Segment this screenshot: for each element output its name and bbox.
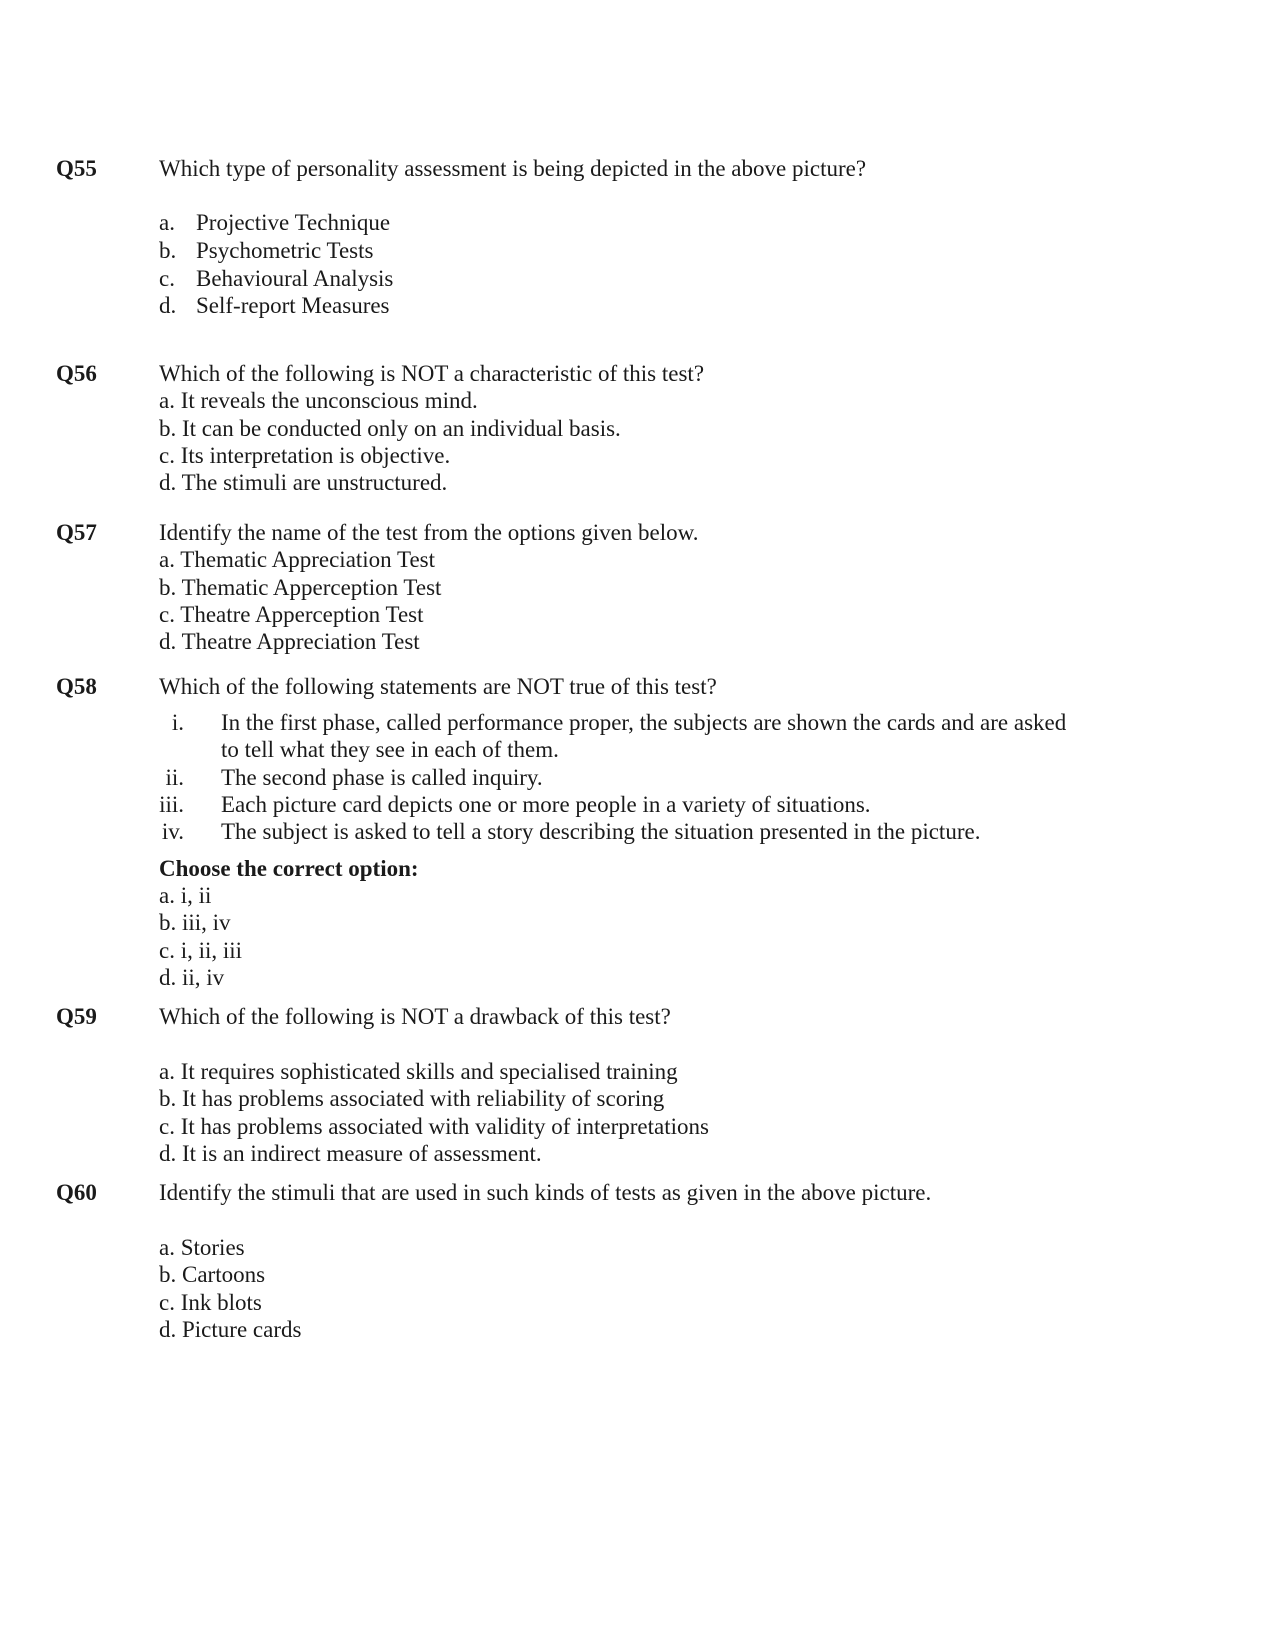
question-number: Q59 — [56, 1004, 97, 1029]
option-label: b. — [159, 238, 177, 263]
option-a — [159, 210, 390, 236]
statement-number: ii. — [165, 765, 184, 790]
option-a: a. Thematic Appreciation Test — [159, 547, 436, 572]
question-text: Which type of personality assessment is being depicted in the above picture? — [159, 156, 867, 181]
statement-text: In the first phase, called performance proper, the subjects are shown the cards and are asked — [221, 710, 1067, 735]
option-a: a. It requires sophisticated skills and specialised training — [159, 1059, 678, 1084]
option-a: a. It reveals the unconscious mind. — [159, 388, 478, 413]
question-text: Which of the following is NOT a drawback of this test? — [159, 1004, 671, 1029]
option-d: d. It is an indirect measure of assessment. — [159, 1141, 542, 1166]
choose-option-label: Choose the correct option: — [159, 856, 419, 881]
statement-number: i. — [171, 710, 184, 735]
option-b: b. iii, iv — [159, 910, 231, 935]
question-text: Which of the following is NOT a characteristic of this test? — [159, 361, 705, 386]
question-number: Q58 — [56, 674, 97, 699]
statement-text: Each picture card depicts one or more people in a variety of situations. — [221, 792, 871, 817]
statement-text: The subject is asked to tell a story describing the situation presented in the picture. — [221, 819, 981, 844]
question-text: Which of the following statements are NOT true of this test? — [159, 674, 717, 699]
question-number: Q60 — [56, 1180, 97, 1205]
statement-number: iv. — [161, 819, 184, 844]
statement-text: to tell what they see in each of them. — [221, 737, 559, 762]
question-text: Identify the name of the test from the options given below. — [159, 520, 699, 545]
option-c: c. It has problems associated with validity of interpretations — [159, 1114, 709, 1139]
option-label: a. — [159, 210, 175, 235]
question-text: Identify the stimuli that are used in such kinds of tests as given in the above picture. — [159, 1180, 932, 1205]
option-d: d. ii, iv — [159, 965, 225, 990]
option-c: c. Theatre Apperception Test — [159, 602, 424, 627]
option-c: c. Ink blots — [159, 1290, 262, 1315]
question-number: Q55 — [56, 156, 97, 181]
option-text: Self-report Measures — [196, 293, 390, 318]
option-b: b. Thematic Apperception Test — [159, 575, 442, 600]
option-label: d. — [159, 293, 177, 318]
option-d: d. Picture cards — [159, 1317, 302, 1342]
statement-text: The second phase is called inquiry. — [221, 765, 543, 790]
option-text: Psychometric Tests — [196, 238, 374, 263]
option-b — [159, 238, 373, 264]
option-b: b. It has problems associated with reliability of scoring — [159, 1086, 665, 1111]
option-text: Projective Technique — [196, 210, 391, 235]
option-c: c. Its interpretation is objective. — [159, 443, 451, 468]
option-b: b. It can be conducted only on an individual basis. — [159, 416, 621, 441]
question-number: Q57 — [56, 520, 97, 545]
option-a: a. Stories — [159, 1235, 245, 1260]
option-c — [159, 266, 393, 292]
option-a: a. i, ii — [159, 883, 212, 908]
option-d — [159, 293, 390, 319]
option-b: b. Cartoons — [159, 1262, 266, 1287]
question-number: Q56 — [56, 361, 97, 386]
option-c: c. i, ii, iii — [159, 938, 243, 963]
option-text: Behavioural Analysis — [196, 266, 394, 291]
option-d: d. The stimuli are unstructured. — [159, 470, 448, 495]
option-label: c. — [159, 266, 175, 291]
option-d: d. Theatre Appreciation Test — [159, 629, 420, 654]
statement-number: iii. — [159, 792, 184, 817]
